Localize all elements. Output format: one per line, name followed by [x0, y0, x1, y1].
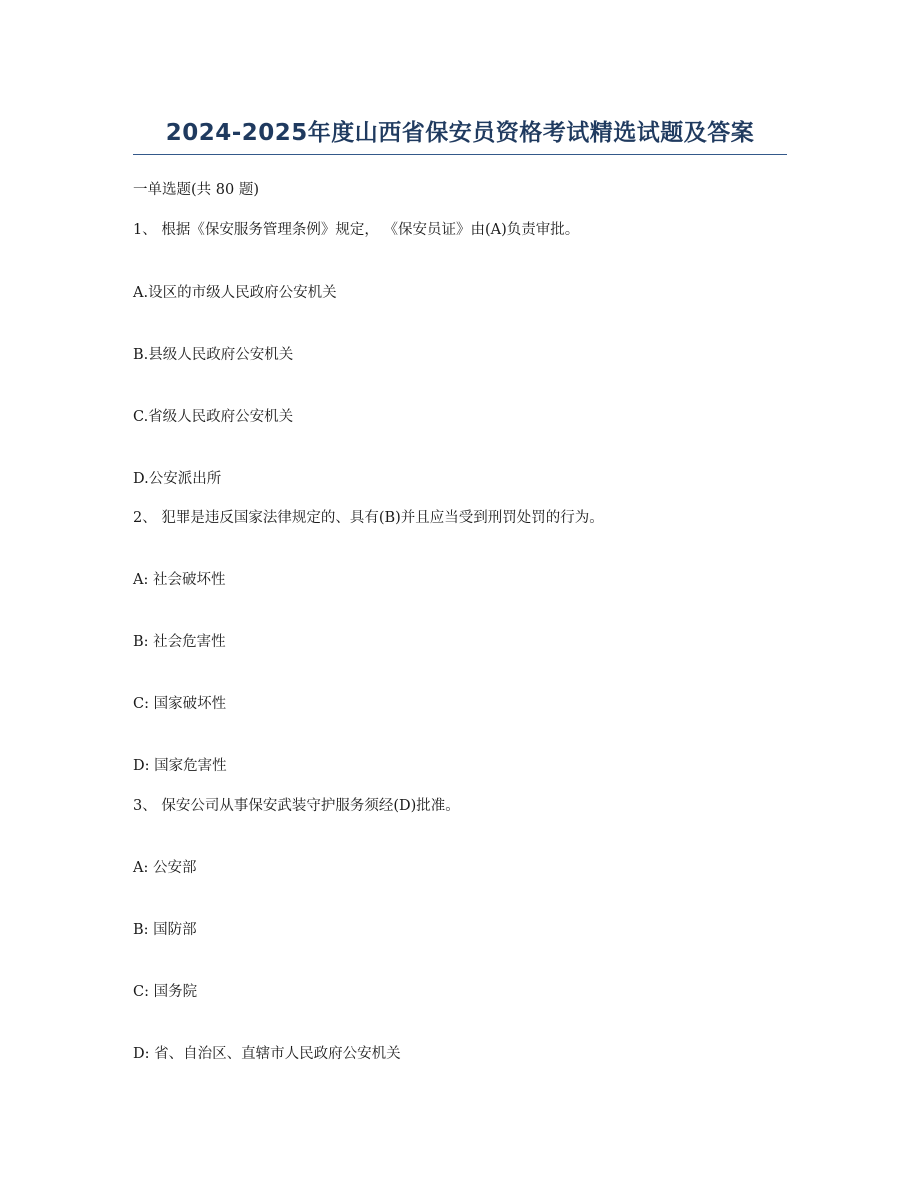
question-3-option-c: C: 国务院	[133, 984, 198, 1000]
question-2-option-a: A: 社会破坏性	[133, 572, 226, 588]
question-1-option-b: B.县级人民政府公安机关	[133, 347, 294, 363]
question-2-option-c: C: 国家破坏性	[133, 696, 227, 712]
question-2-option-b: B: 社会危害性	[133, 634, 226, 650]
section-heading: 一单选题(共 80 题)	[133, 182, 259, 198]
document-title: 2024-2025年度山西省保安员资格考试精选试题及答案	[165, 120, 755, 146]
question-3-option-b: B: 国防部	[133, 922, 197, 938]
question-3-option-a: A: 公安部	[133, 860, 197, 876]
question-1-option-a: A.设区的市级人民政府公安机关	[133, 285, 337, 301]
question-3-stem: 3、 保安公司从事保安武装守护服务须经(D)批准。	[133, 798, 460, 814]
question-1-option-d: D.公安派出所	[133, 471, 222, 487]
question-2-stem: 2、 犯罪是违反国家法律规定的、具有(B)并且应当受到刑罚处罚的行为。	[133, 510, 604, 526]
title-underline	[133, 154, 787, 155]
question-1-option-c: C.省级人民政府公安机关	[133, 409, 294, 425]
question-3-option-d: D: 省、自治区、直辖市人民政府公安机关	[133, 1046, 401, 1062]
question-1-stem: 1、 根据《保安服务管理条例》规定， 《保安员证》由(A)负责审批。	[133, 222, 580, 238]
question-2-option-d: D: 国家危害性	[133, 758, 227, 774]
